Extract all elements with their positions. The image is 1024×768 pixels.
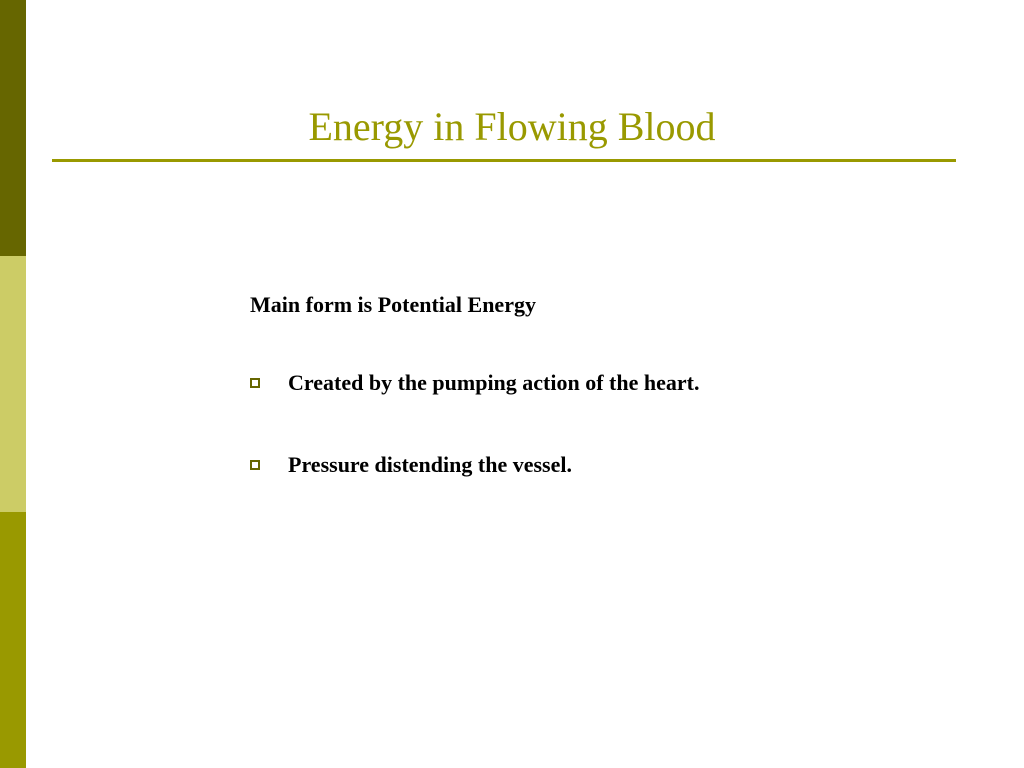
bullet-text: Pressure distending the vessel. bbox=[288, 452, 572, 477]
accent-bar-bottom-segment bbox=[0, 512, 26, 768]
bullet-list bbox=[250, 366, 770, 482]
title-underline bbox=[52, 159, 956, 162]
left-accent-bar bbox=[0, 0, 26, 768]
accent-bar-middle-segment bbox=[0, 256, 26, 512]
bullet-item bbox=[250, 448, 770, 482]
slide-body bbox=[250, 288, 770, 530]
bullet-text: Created by the pumping action of the heart. bbox=[288, 370, 700, 395]
bullet-item bbox=[250, 366, 770, 400]
accent-bar-top-segment bbox=[0, 0, 26, 256]
lead-text: Main form is Potential Energy bbox=[250, 292, 536, 317]
slide-title: Energy in Flowing Blood bbox=[308, 104, 716, 149]
hollow-square-bullet-icon bbox=[250, 460, 260, 470]
hollow-square-bullet-icon bbox=[250, 378, 260, 388]
